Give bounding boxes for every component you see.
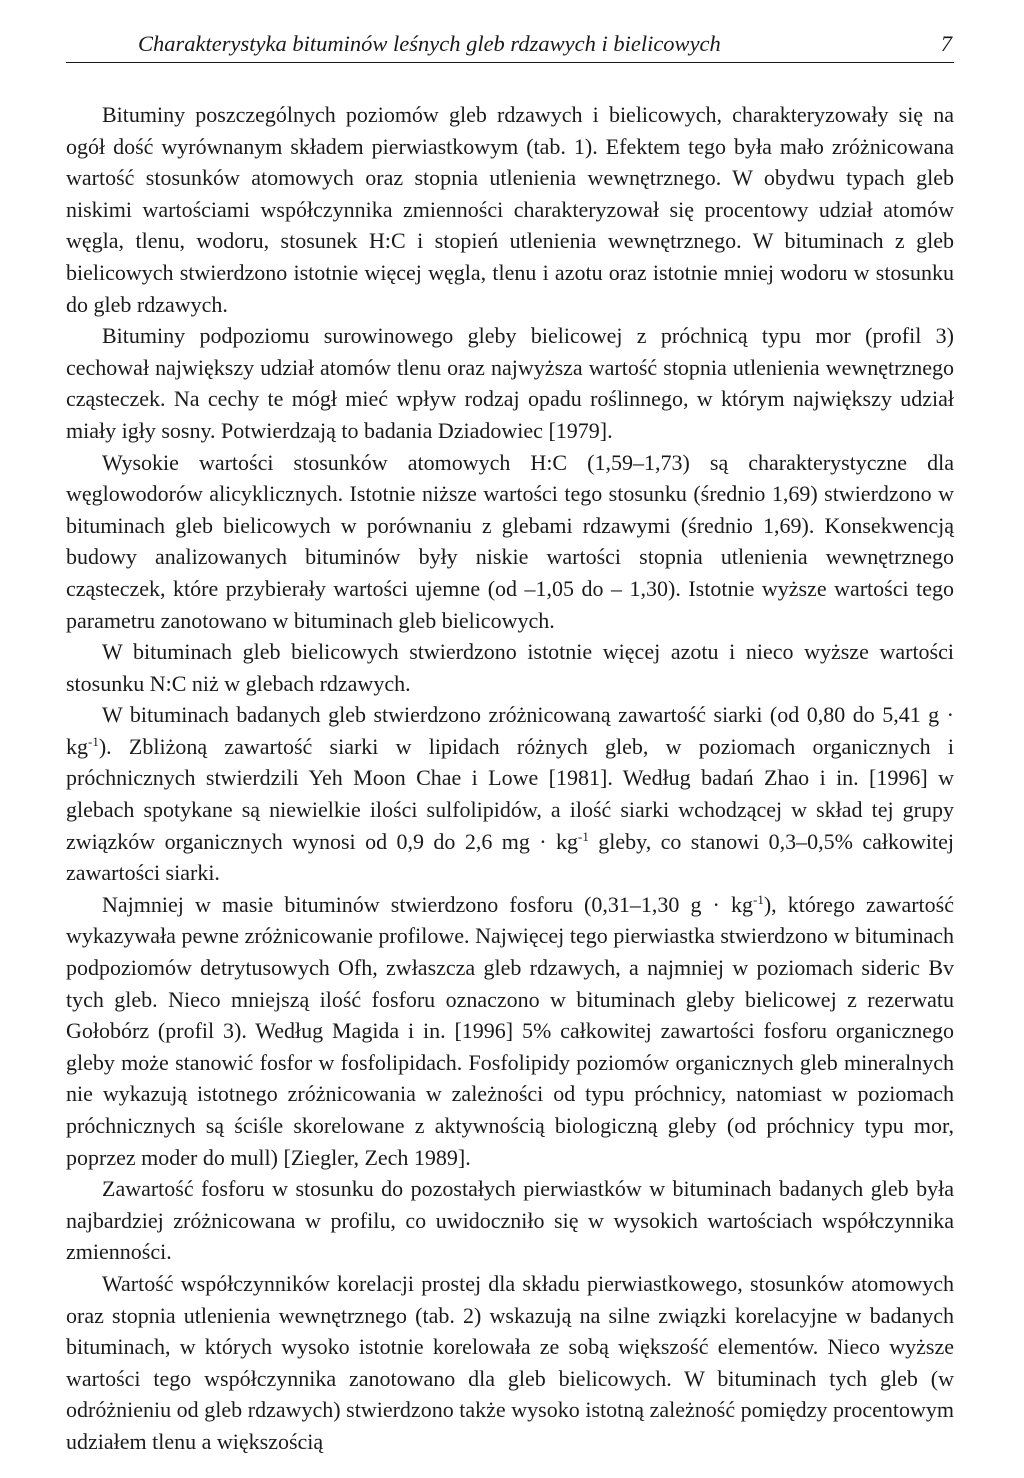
paragraph-text: W bituminach badanych gleb stwierdzono zróżnicowaną zawartość siarki (od 0,80 do 5,41 g · kg [66, 702, 954, 759]
paragraph-text: Najmniej w masie bituminów stwierdzono fosforu (0,31–1,30 g · kg [102, 891, 753, 917]
running-header [66, 28, 954, 63]
paragraph-text: Zawartość fosforu w stosunku do pozostałych pierwiastków w bituminach badanych gleb była najbardziej zróżnicowana w profilu, co uwidoczniło się w wysokich wartościach współczynnika zmienności. [66, 1176, 954, 1265]
paragraph-2 [66, 320, 954, 446]
superscript-exponent: -1 [88, 733, 99, 749]
paragraph-text: W bituminach gleb bielicowych stwierdzono istotnie więcej azotu i nieco wyższe wartości stosunku N:C niż w glebach rdzawych. [66, 639, 954, 696]
paragraph-text: Wysokie wartości stosunków atomowych H:C (1,59–1,73) są charakterystyczne dla węglowodorów alicyklicznych. Istotnie niższe wartości tego stosunku (średnio 1,69) stwierdzono w bituminach gleb bielicowych w porównaniu z glebami rdzawymi (średnio 1,69). Konsekwencją budowy analizowanych bituminów były niskie wartości stopnia utlenienia wewnętrznego cząsteczek, które przybierały wartości ujemne (od –1,05 do – 1,30). Istotnie wyższe wartości tego parametru zanotowano w bituminach gleb bielicowych. [66, 449, 954, 633]
superscript-exponent: -1 [752, 891, 764, 907]
paragraph-text: Bituminy podpoziomu surowinowego gleby bielicowej z próchnicą typu mor (profil 3) cechował największy udział atomów tlenu oraz najwyższa wartość stopnia utlenienia wewnętrznego cząsteczek. Na cechy te mógł mieć wpływ rodzaj opadu roślinnego, w którym największy udział miały igły sosny. Potwierdzają to badania Dziadowiec [1979]. [66, 323, 954, 443]
running-title: Charakterystyka bituminów leśnych gleb rdzawych i bielicowych [138, 31, 721, 56]
paragraph-4 [66, 636, 954, 699]
paragraph-6 [66, 889, 954, 1173]
paragraph-text: Wartość współczynników korelacji prostej dla składu pierwiastkowego, stosunków atomowych oraz stopnia utlenienia wewnętrznego (tab. 2) wskazują na silne związki korelacyjne w badanych bituminach, w których wysoko istotnie korelowała ze sobą większość elementów. Nieco wyższe wartości tego współczynnika zanotowano dla gleb bielicowych. W bituminach tych gleb (w odróżnieniu od gleb rdzawych) stwierdzono także wysoko istotną zależność pomiędzy procentowym udziałem tlenu a większością [66, 1270, 954, 1454]
page-number: 7 [940, 31, 952, 56]
paragraph-text: ), którego zawartość wykazywała pewne zróżnicowanie profilowe. Najwięcej tego pierwiastka stwierdzono w bituminach podpoziomów detrytusowych Ofh, zwłaszcza gleb rdzawych, a najmniej w poziomach sideric Bv tych gleb. Nieco mniejszą ilość fosforu oznaczono w bituminach gleby bielicowej z rezerwatu Gołobórz (profil 3). Według Magida i in. [1996] 5% całkowitej zawartości fosforu organicznego gleby może stanowić fosfor w fosfolipidach. Fosfolipidy poziomów organicznych gleb mineralnych nie wykazują istotnego zróżnicowania w zależności od typu próchnicy, natomiast w poziomach próchnicznych są ściśle skorelowane z aktywnością biologiczną gleby (od próchnicy typu mor, poprzez moder do mull) [Ziegler, Zech 1989]. [66, 891, 954, 1170]
paragraph-8 [66, 1268, 954, 1458]
document-page [66, 28, 954, 1458]
paragraph-text: ). Zbliżoną zawartość siarki w lipidach różnych gleb, w poziomach organicznych i próchnicznych stwierdzili Yeh Moon Chae i Lowe [1981]. Według badań Zhao i in. [1996] w glebach spotykane są niewielkie ilości sulfolipidów, a ilość siarki wchodzącej w skład tej grupy związków organicznych wynosi od 0,9 do 2,6 mg · kg [66, 733, 954, 854]
body-text [66, 99, 954, 1458]
superscript-exponent: -1 [578, 828, 589, 844]
paragraph-text: gleby, co stanowi 0,3–0,5% całkowitej zawartości siarki. [66, 828, 955, 886]
paragraph-text: Bituminy poszczególnych poziomów gleb rdzawych i bielicowych, charakteryzowały się na ogół dość wyrównanym składem pierwiastkowym (tab. 1). Efektem tego była mało zróżnicowana wartość stosunków atomowych oraz stopnia utlenienia wewnętrznego. W obydwu typach gleb niskimi wartościami współczynnika zmienności charakteryzował się procentowy udział atomów węgla, tlenu, wodoru, stosunek H:C i stopień utlenienia wewnętrznego. W bituminach z gleb bielicowych stwierdzono istotnie więcej węgla, tlenu i azotu oraz istotnie mniej wodoru w stosunku do gleb rdzawych. [66, 102, 954, 317]
paragraph-7 [66, 1173, 954, 1268]
paragraph-1 [66, 99, 954, 320]
paragraph-3 [66, 447, 954, 637]
paragraph-5 [66, 699, 954, 889]
